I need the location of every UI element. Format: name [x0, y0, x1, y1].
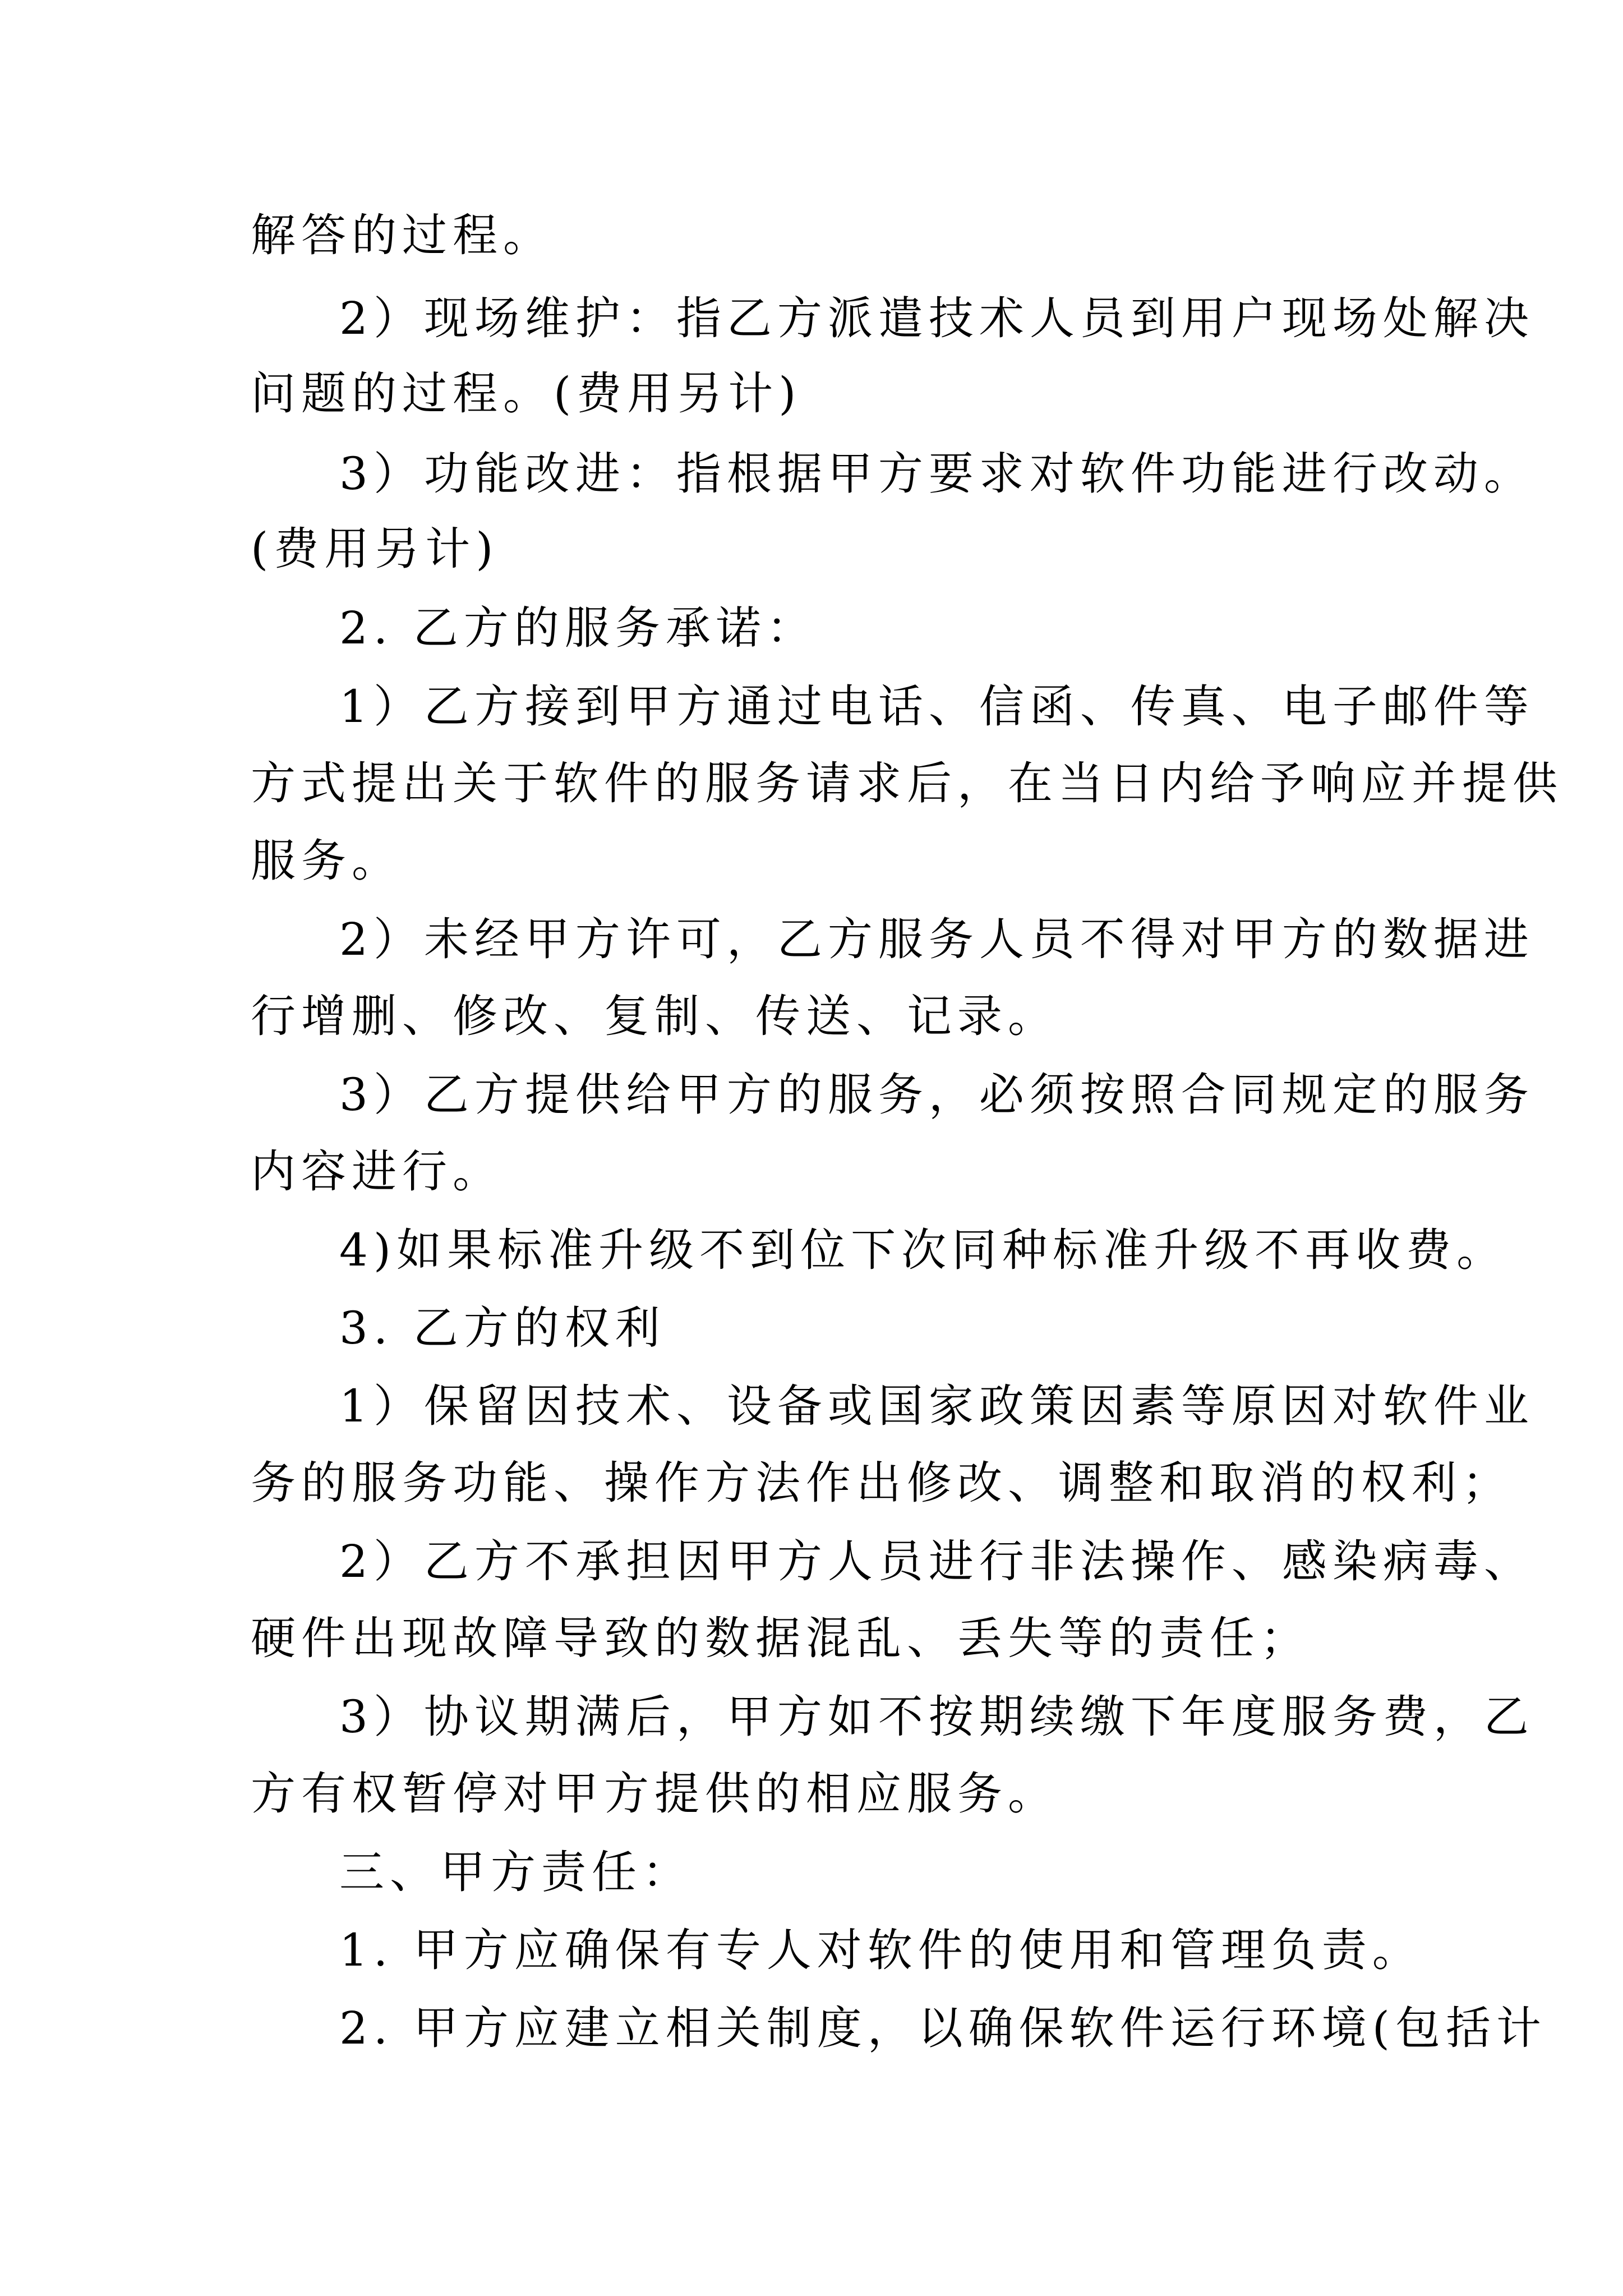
text-line: (费用另计) — [251, 523, 499, 575]
text-line: 3. 乙方的权利 — [339, 1302, 666, 1354]
text-line: 2）未经甲方许可，乙方服务人员不得对甲方的数据进 — [339, 913, 1534, 965]
text-line: 服务。 — [251, 835, 402, 887]
text-line: 三、甲方责任： — [339, 1846, 693, 1898]
text-line: 行增删、修改、复制、传送、记录。 — [251, 990, 1058, 1042]
text-line: 2. 甲方应建立相关制度，以确保软件运行环境(包括计 — [339, 2002, 1547, 2054]
text-line: 解答的过程。 — [251, 209, 554, 261]
text-line: 2）现场维护：指乙方派遣技术人员到用户现场处解决 — [339, 292, 1534, 344]
text-line: 方式提出关于软件的服务请求后，在当日内给予响应并提供 — [251, 757, 1563, 809]
text-line: 4)如果标准升级不到位下次同种标准升级不再收费。 — [339, 1224, 1507, 1276]
text-line: 方有权暂停对甲方提供的相应服务。 — [251, 1768, 1058, 1820]
text-line: 内容进行。 — [251, 1145, 503, 1198]
text-line: 3）协议期满后，甲方如不按期续缴下年度服务费，乙 — [339, 1691, 1534, 1743]
text-line: 务的服务功能、操作方法作出修改、调整和取消的权利； — [251, 1457, 1513, 1509]
text-line: 1. 甲方应确保有专人对软件的使用和管理负责。 — [339, 1924, 1423, 1976]
text-line: 硬件出现故障导致的数据混乱、丢失等的责任； — [251, 1612, 1311, 1664]
text-line: 3）功能改进：指根据甲方要求对软件功能进行改动。 — [339, 448, 1534, 500]
text-line: 3）乙方提供给甲方的服务，必须按照合同规定的服务 — [339, 1069, 1534, 1121]
text-line: 2）乙方不承担因甲方人员进行非法操作、感染病毒、 — [339, 1535, 1534, 1588]
text-line: 问题的过程。(费用另计) — [251, 367, 802, 420]
text-line: 1）乙方接到甲方通过电话、信函、传真、电子邮件等 — [339, 680, 1534, 733]
text-line: 1）保留因技术、设备或国家政策因素等原因对软件业 — [339, 1380, 1534, 1432]
text-line: 2. 乙方的服务承诺： — [339, 602, 817, 654]
